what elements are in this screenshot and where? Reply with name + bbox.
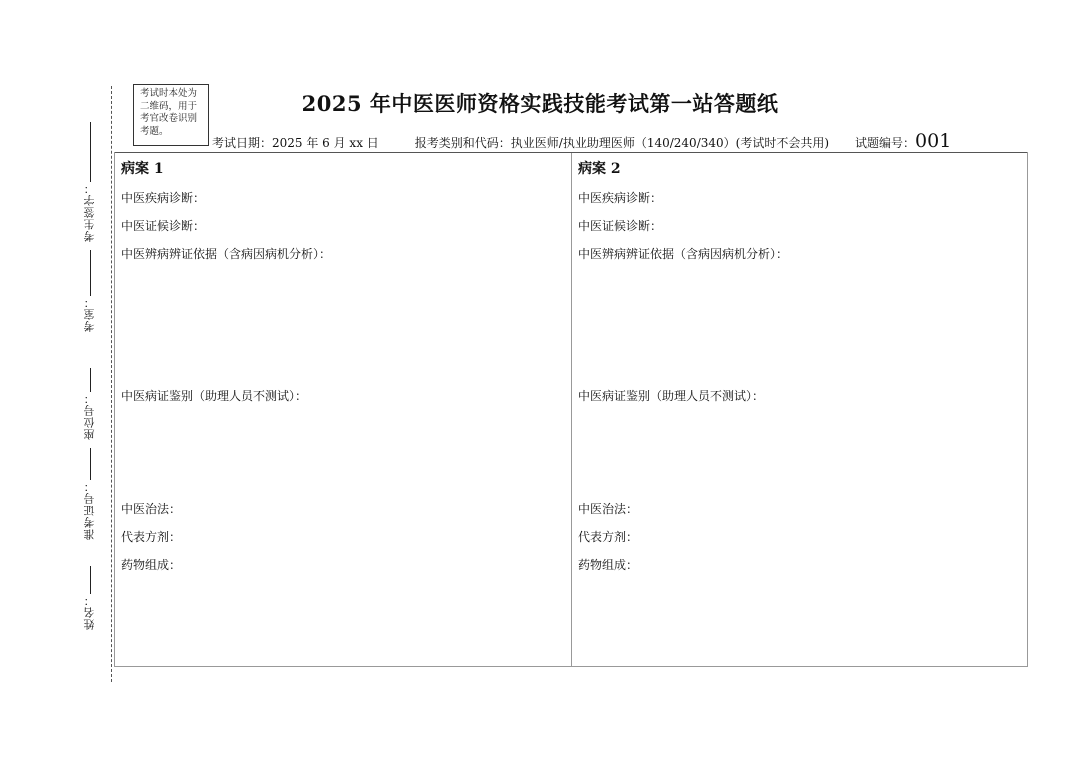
case-2-basis[interactable]: 中医辨病辨证依据（含病因病机分析）： (578, 247, 789, 261)
candidate-info-strip (78, 118, 108, 638)
exam-info-bar (212, 130, 951, 150)
case-2-treatment[interactable]: 中医治法： (578, 502, 639, 516)
answer-sheet (114, 152, 1028, 667)
case-2-differentiation[interactable]: 中医病证鉴别（助理人员不测试）： (578, 389, 765, 403)
name-field[interactable] (78, 562, 102, 630)
qr-code-placeholder: 考试时本处为二维码，用于考官改卷识别考题。 (133, 84, 209, 146)
case-1-disease-diagnosis[interactable]: 中医疾病诊断： (121, 191, 206, 205)
case-1-ingredients[interactable]: 药物组成： (121, 558, 182, 572)
admission-no-label: 准考证号： (83, 480, 96, 540)
admission-no-field[interactable] (78, 444, 102, 540)
case-2-disease-diagnosis[interactable]: 中医疾病诊断： (578, 191, 663, 205)
question-number: 001 (915, 130, 952, 152)
case-1-treatment[interactable]: 中医治法： (121, 502, 182, 516)
case-1-basis[interactable]: 中医辨病辨证依据（含病因病机分析）： (121, 247, 332, 261)
signature-underline (90, 122, 91, 182)
case-2-syndrome-diagnosis[interactable]: 中医证候诊断： (578, 219, 663, 233)
seat-underline (90, 368, 91, 392)
case-2-panel (572, 153, 1027, 666)
room-label: 考室： (83, 296, 96, 332)
case-1-heading: 病案 1 (121, 161, 164, 177)
signature-field[interactable] (78, 118, 102, 242)
seat-field[interactable] (78, 364, 102, 440)
exam-date: 考试日期：2025 年 6 月 xx 日 (212, 136, 379, 150)
case-1-differentiation[interactable]: 中医病证鉴别（助理人员不测试）： (121, 389, 308, 403)
case-1-syndrome-diagnosis[interactable]: 中医证候诊断： (121, 219, 206, 233)
case-2-formula[interactable]: 代表方剂： (578, 530, 639, 544)
exam-category: 报考类别和代码：执业医师/执业助理医师（140/240/340）(考试时不会共用) (414, 136, 830, 150)
admission-no-underline (90, 448, 91, 480)
room-underline (90, 250, 91, 296)
room-field[interactable] (78, 246, 102, 332)
name-label: 姓名： (83, 594, 96, 630)
case-2-heading: 病案 2 (578, 161, 621, 177)
case-1-formula[interactable]: 代表方剂： (121, 530, 182, 544)
seat-label: 座位号： (83, 392, 96, 440)
case-1-panel (115, 153, 572, 666)
binding-dashed-line (111, 86, 112, 682)
page-title: 2025 年中医医师资格实践技能考试第一站答题纸 (301, 91, 779, 116)
question-number-label: 试题编号： (855, 136, 916, 150)
signature-label: 考生签字： (83, 182, 96, 242)
name-underline (90, 566, 91, 594)
case-2-ingredients[interactable]: 药物组成： (578, 558, 639, 572)
